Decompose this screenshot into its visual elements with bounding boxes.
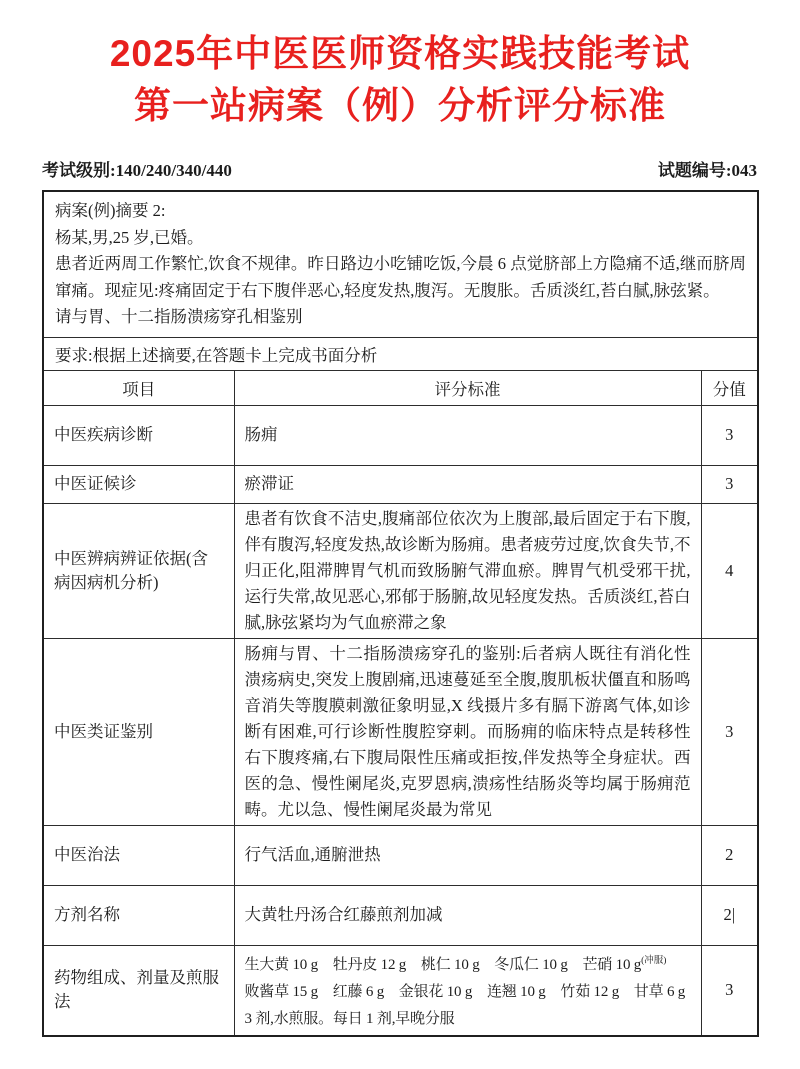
item-label: 方剂名称 [43,885,234,945]
table-row-formula-name [43,885,758,945]
item-label: 中医证候诊 [43,465,234,503]
drug-line-1-text: 生大黄 10 g 牡丹皮 12 g 桃仁 10 g 冬瓜仁 10 g 芒硝 10 g [244,956,642,973]
scoring-table [42,190,759,1037]
drug-line-1 [245,948,691,979]
case-summary-cell [43,191,758,337]
score-value: 2 [701,825,758,885]
drug-line-2: 败酱草 15 g 红藤 6 g 金银花 10 g 连翘 10 g 竹茹 12 g 甘草 6 g [244,983,686,1000]
criteria-text: 大黄牡丹汤合红藤煎剂加减 [234,885,701,945]
col-header-score: 分值 [701,370,758,405]
item-label: 中医疾病诊断 [43,405,234,465]
table-row-diagnosis-basis [43,503,758,638]
item-label: 中医治法 [43,825,234,885]
criteria-text: 患者有饮食不洁史,腹痛部位依次为上腹部,最后固定于右下腹,伴有腹泻,轻度发热,故诊断为肠痈。患者疲劳过度,饮食失节,不归正化,阻滞脾胃气机而致肠腑气滞血瘀。脾胃气机受邪干扰,运行失常,故见恶心,邪郁于肠腑,故见轻度发热。舌质淡红,苔白腻,脉弦紧均为气血瘀滞之象 [234,503,701,638]
table-row-disease-diagnosis [43,405,758,465]
drug-criteria-cell [234,945,701,1036]
summary-heading: 病案(例)摘要 2: [55,201,166,220]
title-line-1: 2025年中医医师资格实践技能考试 [109,33,691,74]
page-title [10,28,790,132]
requirement-row [43,337,758,370]
title-line-2: 第一站病案（例）分析评分标准 [134,85,666,126]
table-row-differential-diagnosis [43,638,758,825]
table-header-row [43,370,758,405]
score-value: 3 [701,638,758,825]
summary-task: 请与胃、十二指肠溃疡穿孔相鉴别 [55,307,303,326]
criteria-text: 瘀滞证 [234,465,701,503]
exam-level-label: 考试级别:140/240/340/440 [42,161,232,180]
table-row-syndrome-diagnosis [43,465,758,503]
score-value: 4 [701,503,758,638]
question-number-label: 试题编号:043 [657,161,757,180]
score-value: 3 [701,405,758,465]
score-value: 3 [701,945,758,1036]
drug-line-3: 3 剂,水煎服。每日 1 剂,早晚分服 [244,1010,455,1027]
meta-row [42,156,757,181]
col-header-criteria: 评分标准 [234,370,701,405]
criteria-text: 行气活血,通腑泄热 [234,825,701,885]
drug-line-1-note: (冲服) [641,955,667,966]
criteria-text: 肠痈与胃、十二指肠溃疡穿孔的鉴别:后者病人既往有消化性溃疡病史,突发上腹剧痛,迅速蔓延至全腹,腹肌板状僵直和肠鸣音消失等腹膜刺激征象明显,X 线摄片多有膈下游离气体,如诊断有困难,可行诊断性腹腔穿刺。而肠痈的临床特点是转移性右下腹疼痛,右下腹局限性压痛或拒按,伴发热等全身症状。西医的急、慢性阑尾炎,克罗恩病,溃疡性结肠炎等均属于肠痈范畴。尤以急、慢性阑尾炎最为常见 [234,638,701,825]
item-label: 中医辨病辨证依据(含病因病机分析) [43,503,234,638]
table-row-treatment-method [43,825,758,885]
summary-history: 患者近两周工作繁忙,饮食不规律。昨日路边小吃铺吃饭,今晨 6 点觉脐部上方隐痛不适,继而脐周窜痛。现症见:疼痛固定于右下腹伴恶心,轻度发热,腹泻。无腹胀。舌质淡红,苔白腻,脉弦紧。 [55,254,746,300]
score-value: 2| [701,885,758,945]
score-value: 3 [701,465,758,503]
criteria-text: 肠痈 [234,405,701,465]
col-header-item: 项目 [43,370,234,405]
requirement-cell: 要求:根据上述摘要,在答题卡上完成书面分析 [43,337,758,370]
item-label: 中医类证鉴别 [43,638,234,825]
table-row-drug-composition [43,945,758,1036]
case-summary-row [43,191,758,337]
item-label: 药物组成、剂量及煎服法 [43,945,234,1036]
summary-patient: 杨某,男,25 岁,已婚。 [55,227,204,247]
